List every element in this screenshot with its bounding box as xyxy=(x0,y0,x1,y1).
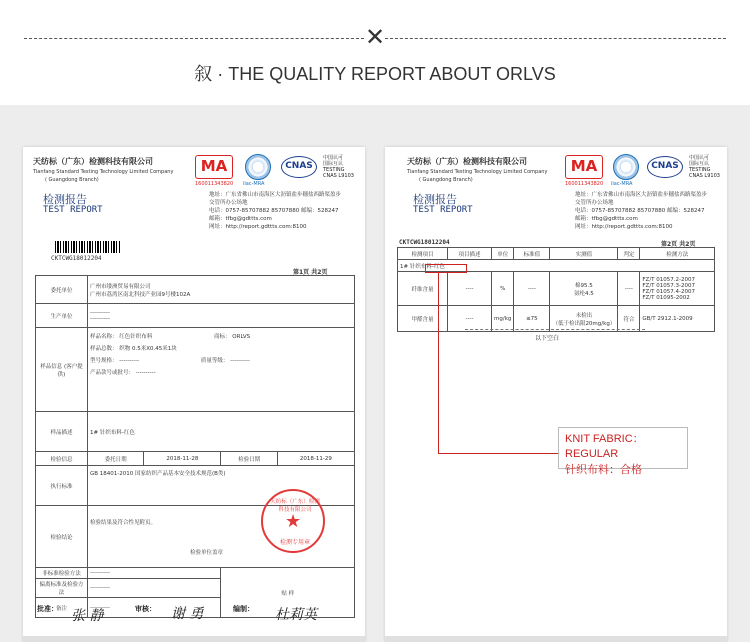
lab-address: 地址：广东省佛山市南海区大沥镇盐步穗盐西路渠盈步 交管所办公场地 电话：0757-85707882 85707880 邮编：528247 邮箱：tfbg@gdttts.com 网址：http://report.gdttts.com:8100 xyxy=(209,192,342,230)
page-header xyxy=(0,0,750,105)
cnas-caption: 中国认可 国际互认 TESTING CNAS L9103 xyxy=(689,155,720,179)
make-label: 编制： xyxy=(233,605,254,613)
report-code: CKTCWG18012204 xyxy=(51,255,102,262)
lab-branch-en: ( Guangdong Branch) xyxy=(45,177,99,183)
lab-name-en: Tianfang Standard Testing Technology Limited Company xyxy=(407,169,548,175)
test-results-table: 检测项目 项目描述 单位 标准值 实测值 判定 检测方法 1# 针织布料-红色 纤维含量 ---- % ---- 棉95.5 氨纶4.5 ---- FZ/T 01057.2-2007 FZ/T 01057.3-2007 FZ/T 01057.4-2007 FZ/T 01095-2002 甲醛含量 ---- mg/kg ≤75 未检出 （低于检出限20mg/kg） 符合 GB/T 2912.1-2009 xyxy=(397,247,715,332)
approve-label: 批准： xyxy=(37,605,58,613)
lab-address: 地址：广东省佛山市南海区大沥镇盐步穗盐西路渠盈步 交管所办公场地 电话：0757-85707882 85707880 邮编：528247 邮箱：tfbg@gdttts.com 网址：http://report.gdttts.com:8100 xyxy=(575,192,708,230)
divider-left xyxy=(24,38,364,39)
callout-line-horizontal xyxy=(438,453,560,454)
ilac-logo-icon xyxy=(613,154,639,180)
lab-branch-en: ( Guangdong Branch) xyxy=(419,177,473,183)
cnas-caption: 中国认可 国际互认 TESTING CNAS L9103 xyxy=(323,155,354,179)
page-number: 第2页 共2页 xyxy=(661,241,696,248)
cma-logo-icon: MA xyxy=(195,155,233,179)
inspection-seal-stamp: 天纺标（广东）检测科技有限公司 ★ 检测专用章 xyxy=(261,489,325,553)
report-main-table: 委托单位 广州市缕洲贸易有限公司 广州市荔湾区南北科技产业园9号楼102A 生产单位 ---------- ---------- 样品信息 (客户提供) 样品名称： 红色针织布料 商标： ORLVS 样品总数： 织物 0.5米X0.45米1块 型号规格： ---------- 质量等级： ---------- 产品款号或批号： ---------- 样品描述 1# 针织布料-红色 检验信息 委托日期 2018-11-28 检验日期 2018-11-29 执行标准 GB 18401-2010 国家纺织产品基本安全技术规范(B类) 检验结论 检验结果及符合性见附页。 检验单位盖章 非标准检验方法 ---------- 贴 样 偏离标准及检验方法 ---------- 备注 ---------- xyxy=(35,275,355,618)
lab-name-cn: 天纺标（广东）检测科技有限公司 xyxy=(407,157,527,166)
callout-highlight xyxy=(425,264,467,273)
review-label: 审核： xyxy=(135,605,156,613)
star-icon: ★ xyxy=(285,511,302,532)
review-signature: 谢 勇 xyxy=(171,606,204,622)
cma-logo-icon: MA xyxy=(565,155,603,179)
cma-number: 160011343820 xyxy=(195,181,234,187)
sample-row: 1# 针织布料-红色 xyxy=(398,260,715,272)
report-code: CKTCWG18012204 xyxy=(399,239,450,246)
report-page-2 xyxy=(385,147,727,642)
callout-line-vertical xyxy=(438,273,439,453)
next-page-edge-left xyxy=(23,636,365,642)
end-text: 以下空白 xyxy=(535,335,560,342)
page-title: 叙 · THE QUALITY REPORT ABOUT ORLVS xyxy=(194,64,556,84)
cma-number: 160011343820 xyxy=(565,181,604,187)
next-page-edge-right xyxy=(385,636,727,642)
callout-text-en: KNIT FABRIC：REGULAR xyxy=(565,433,644,460)
ilac-label: ilac-MRA xyxy=(611,181,633,187)
report-title-en: TEST REPORT xyxy=(43,205,103,215)
approve-signature: 张 静 xyxy=(71,608,104,624)
report-page-1 xyxy=(23,147,365,642)
cnas-logo-icon: CNAS xyxy=(281,156,317,178)
report-title-cn: 检测报告 xyxy=(413,193,457,206)
divider-right xyxy=(385,38,726,39)
make-signature: 杜莉英 xyxy=(275,607,317,623)
callout-box xyxy=(558,427,688,476)
report-title-en: TEST REPORT xyxy=(413,205,473,215)
x-cross-icon: ✕ xyxy=(364,23,386,51)
ilac-label: ilac-MRA xyxy=(243,181,265,187)
cnas-logo-icon: CNAS xyxy=(647,156,683,178)
ilac-logo-icon xyxy=(245,154,271,180)
barcode xyxy=(55,241,121,253)
end-divider xyxy=(465,329,645,330)
callout-text-cn: 针织布料：合格 xyxy=(565,463,642,476)
lab-name-cn: 天纺标（广东）检测科技有限公司 xyxy=(33,157,153,166)
report-title-cn: 检测报告 xyxy=(43,193,87,206)
lab-name-en: Tianfang Standard Testing Technology Limited Company xyxy=(33,169,174,175)
page-number: 第1页 共2页 xyxy=(293,269,328,276)
